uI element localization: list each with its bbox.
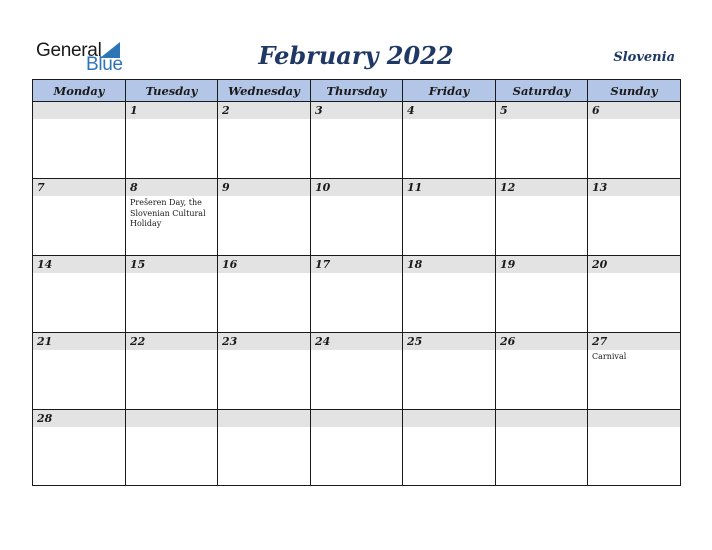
holiday-event: Carnival — [592, 352, 627, 361]
day-cell-12 — [495, 178, 588, 256]
empty-day-cell — [310, 409, 403, 486]
day-cell-24 — [310, 332, 403, 410]
day-number-band — [496, 102, 587, 119]
day-number: 27 — [592, 335, 608, 348]
day-cell-13 — [587, 178, 681, 256]
day-number-band — [126, 179, 217, 196]
day-cell-5 — [495, 101, 588, 179]
country-name: Slovenia — [613, 50, 675, 65]
day-number: 14 — [37, 258, 53, 271]
day-number: 17 — [315, 258, 331, 271]
weekday-header-tuesday: Tuesday — [125, 79, 218, 102]
weekday-header-wednesday: Wednesday — [217, 79, 311, 102]
logo-word-blue: Blue — [86, 54, 123, 75]
day-number-band — [588, 102, 680, 119]
day-number-band — [218, 179, 310, 196]
day-cell-3 — [310, 101, 403, 179]
day-number-band — [126, 410, 217, 427]
day-cell-1 — [125, 101, 218, 179]
holiday-event: Prešeren Day, the Slovenian Cultural Holiday — [130, 198, 206, 228]
day-cell-28 — [32, 409, 126, 486]
day-cell-26 — [495, 332, 588, 410]
day-number: 22 — [130, 335, 146, 348]
weekday-header-thursday: Thursday — [310, 79, 403, 102]
day-number-band — [403, 410, 495, 427]
weekday-header-friday: Friday — [402, 79, 496, 102]
day-number: 13 — [592, 181, 608, 194]
day-number: 19 — [500, 258, 516, 271]
day-number: 1 — [130, 104, 138, 117]
day-number-band — [126, 102, 217, 119]
day-number-band — [311, 410, 402, 427]
day-number-band — [218, 410, 310, 427]
day-cell-7 — [32, 178, 126, 256]
weekday-header-sunday: Sunday — [587, 79, 681, 102]
day-number-band — [496, 410, 587, 427]
day-cell-19 — [495, 255, 588, 333]
day-cell-21 — [32, 332, 126, 410]
day-number: 12 — [500, 181, 516, 194]
day-number: 24 — [315, 335, 331, 348]
day-cell-20 — [587, 255, 681, 333]
day-number: 15 — [130, 258, 146, 271]
day-cell-16 — [217, 255, 311, 333]
day-cell-14 — [32, 255, 126, 333]
day-cell-23 — [217, 332, 311, 410]
day-number-band — [588, 410, 680, 427]
day-number: 16 — [222, 258, 238, 271]
day-number-band — [218, 102, 310, 119]
day-cell-25 — [402, 332, 496, 410]
day-cell-22 — [125, 332, 218, 410]
day-number: 23 — [222, 335, 238, 348]
day-cell-4 — [402, 101, 496, 179]
day-number: 26 — [500, 335, 516, 348]
day-cell-17 — [310, 255, 403, 333]
day-number-band — [33, 102, 125, 119]
day-number: 25 — [407, 335, 423, 348]
day-cell-6 — [587, 101, 681, 179]
day-cell-10 — [310, 178, 403, 256]
day-cell-9 — [217, 178, 311, 256]
day-number: 28 — [37, 412, 53, 425]
empty-day-cell — [495, 409, 588, 486]
calendar-grid — [32, 79, 680, 486]
day-number: 9 — [222, 181, 230, 194]
day-number: 20 — [592, 258, 608, 271]
day-cell-18 — [402, 255, 496, 333]
empty-day-cell — [32, 101, 126, 179]
day-number: 18 — [407, 258, 423, 271]
day-cell-27 — [587, 332, 681, 410]
day-cell-2 — [217, 101, 311, 179]
day-number-band — [33, 179, 125, 196]
empty-day-cell — [217, 409, 311, 486]
day-cell-15 — [125, 255, 218, 333]
empty-day-cell — [587, 409, 681, 486]
day-cell-8 — [125, 178, 218, 256]
day-cell-11 — [402, 178, 496, 256]
empty-day-cell — [402, 409, 496, 486]
day-number: 8 — [130, 181, 138, 194]
empty-day-cell — [125, 409, 218, 486]
day-number: 7 — [37, 181, 45, 194]
day-number: 10 — [315, 181, 331, 194]
day-number: 5 — [500, 104, 508, 117]
weekday-header-monday: Monday — [32, 79, 126, 102]
day-number-band — [311, 102, 402, 119]
day-number: 11 — [407, 181, 423, 194]
day-number-band — [403, 102, 495, 119]
calendar-title: February 2022 — [258, 41, 454, 70]
day-number: 2 — [222, 104, 230, 117]
day-number: 4 — [407, 104, 415, 117]
logo-word-general: General — [36, 40, 102, 61]
weekday-header-saturday: Saturday — [495, 79, 588, 102]
day-number: 3 — [315, 104, 323, 117]
day-number: 21 — [37, 335, 53, 348]
day-number: 6 — [592, 104, 600, 117]
